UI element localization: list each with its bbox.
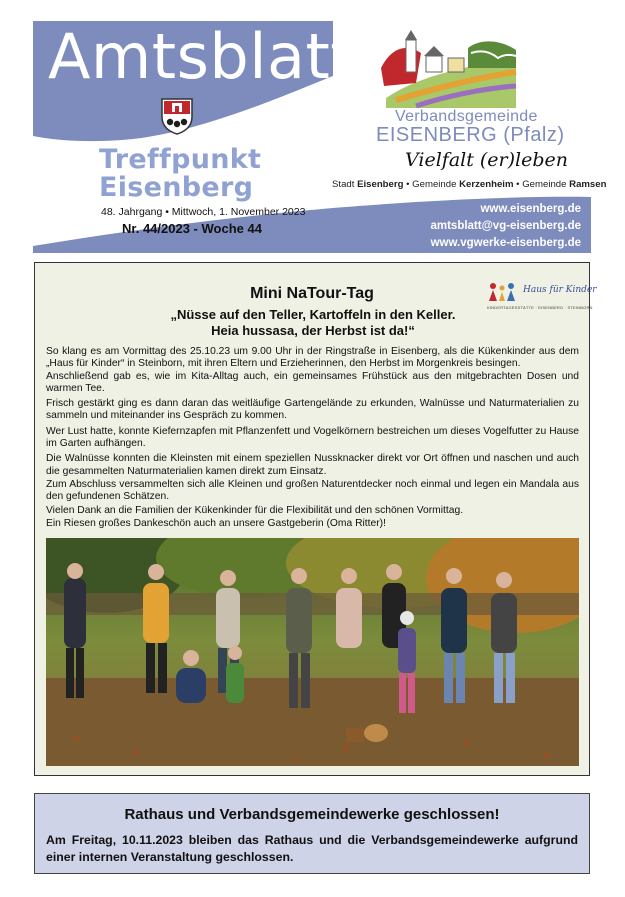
member-municipalities [332, 179, 606, 190]
stadt-label: Stadt [332, 179, 355, 190]
paragraph: Frisch gestärkt ging es dann daran das weitläufige Gartengelände zu erkunden, Walnüsse und Naturmaterialien zu sammeln und miteinander ins Gespräch zu kommen. [46, 398, 579, 422]
paragraph: Ein Riesen großes Dankeschön auch an unsere Gastgeberin (Oma Ritter)! [46, 517, 386, 529]
article-body [46, 346, 579, 531]
group-photo [46, 538, 579, 766]
paragraph: Wer Lust hatte, konnte Kiefernzapfen mit Pflanzenfett und Vogelkörnern bestreichen um dieses Vogelfutter zu Hause im Garten aufhängen. [46, 425, 579, 450]
separator: • [406, 179, 410, 190]
coat-of-arms-icon [160, 97, 194, 135]
subtitle-line-1: „Nüsse auf den Teller, Kartoffeln in den Keller. [170, 307, 456, 322]
email-link[interactable]: amtsblatt@vg-eisenberg.de [430, 220, 581, 232]
vgwerke-link[interactable]: www.vgwerke-eisenberg.de [430, 237, 581, 249]
stadt-name: Eisenberg [357, 179, 404, 190]
logo-text: Haus für Kinder [523, 285, 597, 295]
motto: Vielfalt (er)leben [405, 149, 569, 171]
gemeinde-kerzenheim: Kerzenheim [459, 179, 514, 190]
logo-subtext: KINDERTAGESSTÄTTE · EISENBERG · STEINBORN [487, 305, 593, 310]
notice-title: Rathaus und Verbandsgemeindewerke geschlossen! [124, 806, 500, 823]
subtitle-line-2: Heia hussasa, der Herbst ist da!“ [211, 323, 415, 338]
gemeinde-label: Gemeinde [522, 179, 567, 190]
vg-eisenberg-logo [376, 28, 524, 108]
vg-place: EISENBERG (Pfalz) [376, 124, 565, 146]
paragraph: So klang es am Vormittag des 25.10.23 um 9.00 Uhr in der Ringstraße in Eisenberg, als die Kükenkinder aus dem „Haus für Kinder“ in Steinborn, mit ihren Eltern und Erzieherinnen, den Herbst im Morgenkreis besingen. [46, 346, 579, 370]
paragraph: Zum Abschluss versammelten sich alle Kleinen und großen Naturentdecker noch einmal und legen ein Mandala aus den gefundenen Schätzen. [46, 478, 579, 503]
issue-number: Nr. 44/2023 - Woche 44 [122, 221, 262, 236]
gemeinde-ramsen: Ramsen [569, 179, 607, 190]
masthead-title: Amtsblatt [48, 20, 356, 93]
article-title: Mini NaTour-Tag [250, 285, 374, 302]
article-box [34, 262, 597, 776]
subtitle-line-1: Treffpunkt [99, 144, 262, 175]
masthead-subtitle [99, 144, 262, 203]
vg-name: Verbandsgemeinde [395, 108, 538, 125]
paragraph: Die Walnüsse konnten die Kleinsten mit einem speziellen Nussknacker direkt vor Ort öffnen und naschen und auch die gesammelten Naturmaterialien kamen direkt zum Einsatz. [46, 453, 579, 477]
subtitle-line-2: Eisenberg [99, 172, 254, 203]
paragraph: Vielen Dank an die Familien der Kükenkinder für die Flexibilität und den schönen Vormittag. [46, 504, 464, 516]
website-link[interactable]: www.eisenberg.de [480, 203, 581, 215]
haus-fuer-kinder-logo [487, 281, 597, 311]
gemeinde-label: Gemeinde [412, 179, 457, 190]
separator: • [516, 179, 520, 190]
closure-notice [34, 793, 590, 874]
article-subtitle [95, 307, 531, 339]
notice-body: Am Freitag, 10.11.2023 bleiben das Rathaus und die Verbandsgemeindewerke aufgrund einer internen Veranstaltung geschlossen. [46, 833, 578, 864]
family-icon [487, 281, 517, 303]
issue-meta: 48. Jahrgang • Mittwoch, 1. November 2023 [101, 206, 306, 218]
paragraph: Anschließend gab es, wie im Kita-Alltag auch, ein gemeinsames Frühstück aus den mitgebrachten Dosen und warmen Tee. [46, 370, 579, 394]
